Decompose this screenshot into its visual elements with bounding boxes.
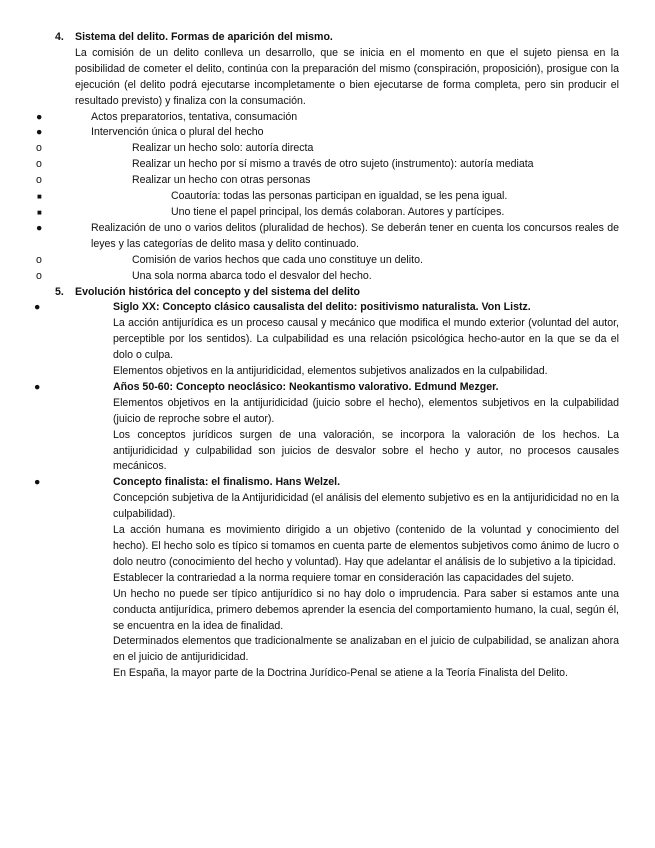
list-item: o Comisión de varios hechos que cada uno constituye un delito.	[55, 253, 619, 269]
list-item: ● Actos preparatorios, tentativa, consumación	[55, 110, 619, 126]
paragraph: Un hecho no puede ser típico antijurídico si no hay dolo o imprudencia. Para saber si estamos ante una conducta antijurídica, primero debemos aprender la esencia del comportamiento humano, la cual, según él, se encuentra en la idea de finalidad.	[113, 587, 619, 632]
paragraph: Los conceptos jurídicos surgen de una valoración, se incorpora la valoración de los hechos. La antijuridicidad y culpabilidad son juicios de desvalor sobre el hecho y autor, no procesos causales mecánicos.	[113, 428, 619, 473]
section-4-bullets	[36, 110, 619, 285]
paragraph: Concepción subjetiva de la Antijuridicidad (el análisis del elemento subjetivo es en la antijuridicidad no en la culpabilidad).	[113, 492, 619, 521]
paragraph: En España, la mayor parte de la Doctrina Jurídico-Penal se atiene a la Teoría Finalista del Delito.	[113, 667, 568, 680]
list-item: ■ Uno tiene el papel principal, los demás colaboran. Autores y partícipes.	[55, 205, 619, 221]
list-item: ■ Coautoría: todas las personas participan en igualdad, se les pena igual.	[55, 189, 619, 205]
circle-bullet-icon: o	[36, 158, 42, 171]
section-4-title: Sistema del delito. Formas de aparición del mismo.	[75, 31, 333, 43]
item-title: Siglo XX: Concepto clásico causalista del delito: positivismo naturalista. Von Listz.	[113, 301, 531, 314]
circle-bullet-icon: o	[36, 174, 42, 187]
list-item: ● Intervención única o plural del hecho	[55, 125, 619, 141]
bullet-icon: ●	[34, 476, 41, 489]
list-item	[34, 380, 619, 475]
paragraph: Establecer la contrariedad a la norma requiere tomar en consideración las capacidades del sujeto.	[113, 571, 575, 584]
bullet-icon: ●	[34, 380, 41, 393]
section-4-number: 4.	[55, 31, 64, 43]
section-4-intro: La comisión de un delito conlleva un desarrollo, que se inicia en el momento en que el sujeto piensa en la posibilidad de cometer el delito, continúa con la preparación del mismo (conspiración, proposición), prosigue con la ejecución (el delito podrá ejecutarse incompletamente o bien ejecutarse de forma completa, pero sin producir el resultado previsto) y finaliza con la consumación.	[75, 46, 619, 107]
bullet-icon: ●	[34, 301, 41, 314]
section-5	[55, 285, 619, 301]
bullet-icon: ●	[36, 221, 43, 234]
list-item	[34, 475, 619, 682]
list-item: ● Realización de uno o varios delitos (pluralidad de hechos). Se deberán tener en cuenta los concursos reales de leyes y las categorías de delito masa y delito continuado.	[36, 221, 619, 250]
section-4	[55, 30, 619, 110]
paragraph: La acción antijurídica es un proceso causal y mecánico que modifica el mundo exterior (voluntad del autor, perceptible por los sentidos). La culpabilidad es una relación psicológica hecho-autor en la que se da el dolo o culpa.	[113, 317, 619, 362]
list-item	[34, 300, 619, 380]
section-5-title: Evolución histórica del concepto y del sistema del delito	[75, 285, 360, 298]
section-5-bullets	[34, 300, 619, 682]
paragraph: Determinados elementos que tradicionalmente se analizaban en el juicio de culpabilidad, se analizan ahora en el juicio de antijuridicidad.	[113, 635, 619, 664]
bullet-icon: ●	[36, 110, 43, 123]
item-title: Años 50-60: Concepto neoclásico: Neokantismo valorativo. Edmund Mezger.	[113, 380, 499, 393]
circle-bullet-icon: o	[36, 253, 42, 266]
circle-bullet-icon: o	[36, 142, 42, 155]
paragraph: La acción humana es movimiento dirigido a un objetivo (contenido de la voluntad y conocimiento del hecho). El hecho solo es típico si tomamos en cuenta parte de elementos subjetivos como ánimo de lucro o dolo neutro (conocimiento del hecho y voluntad). Hay que adelantar el análisis de lo subjetivo a la tipicidad.	[113, 524, 619, 568]
bullet-icon: ●	[36, 126, 43, 139]
list-item: o Realizar un hecho por sí mismo a través de otro sujeto (instrumento): autoría mediata	[55, 157, 619, 173]
circle-bullet-icon: o	[36, 269, 42, 282]
list-item: o Realizar un hecho con otras personas	[55, 173, 619, 189]
square-bullet-icon: ■	[37, 192, 42, 202]
item-title: Concepto finalista: el finalismo. Hans Welzel.	[113, 476, 341, 489]
list-item: o Una sola norma abarca todo el desvalor del hecho.	[55, 269, 619, 285]
section-5-number: 5.	[55, 285, 64, 298]
square-bullet-icon: ■	[37, 207, 42, 217]
paragraph: Elementos objetivos en la antijuridicidad (juicio sobre el hecho), elementos subjetivos en la culpabilidad (juicio de reproche sobre el autor).	[113, 396, 619, 425]
paragraph: Elementos objetivos en la antijuridicidad, elementos subjetivos analizados en la culpabilidad.	[113, 365, 548, 378]
list-item: o Realizar un hecho solo: autoría directa	[55, 141, 619, 157]
